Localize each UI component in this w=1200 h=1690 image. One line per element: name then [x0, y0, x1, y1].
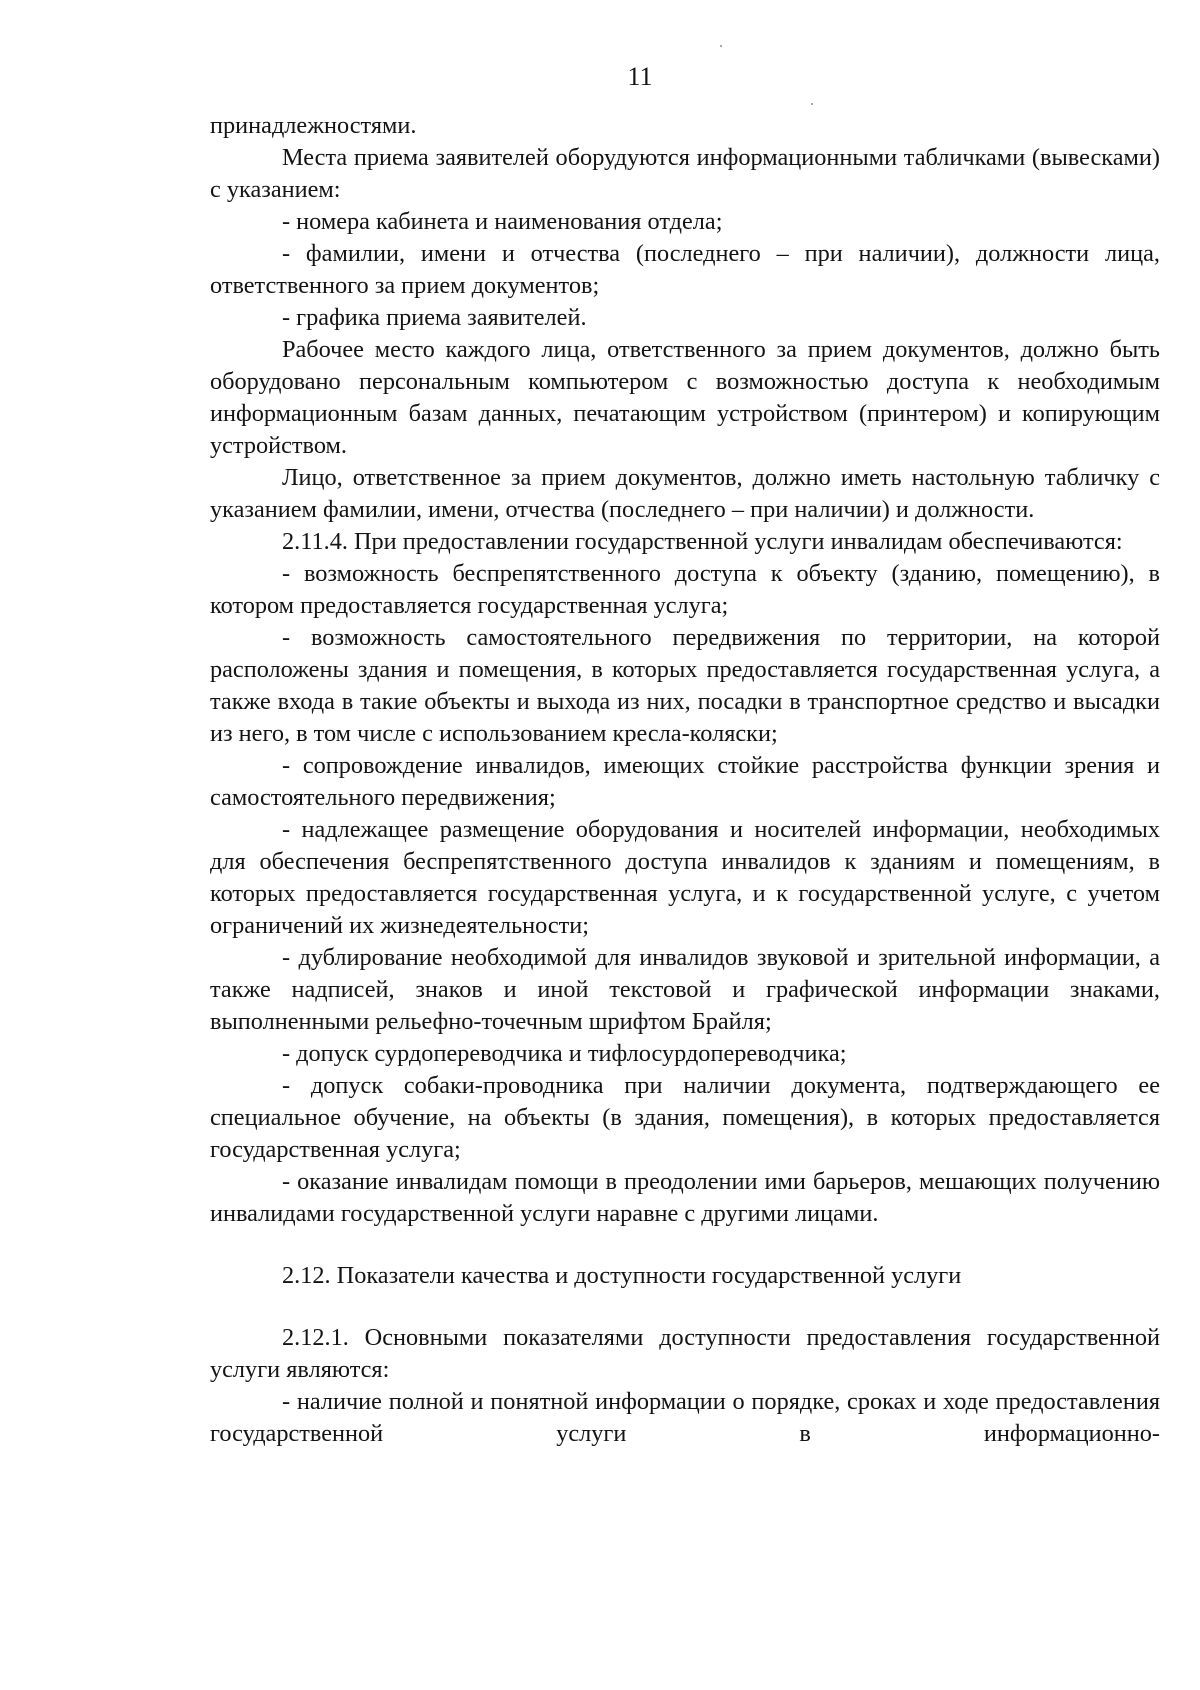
paragraph-continuation: принадлежностями.: [210, 112, 417, 139]
list-item-sign-interpreter: - допуск сурдопереводчика и тифлосурдопереводчика;: [282, 1040, 847, 1067]
list-item-braille-duplication: - дублирование необходимой для инвалидов звуковой и зрительной информации, а также надписей, знаков и иной текстовой и графической информации знаками, выполненными рельефно-точечным шрифтом Брайля;: [210, 944, 1160, 1035]
list-item-equipment-placement: - надлежащее размещение оборудования и носителей информации, необходимых для обеспечения беспрепятственного доступа инвалидов к зданиям и помещениям, в которых предоставляется государственная услуга, и к государственной услуге, с учетом ограничений их жизнедеятельности;: [210, 816, 1160, 939]
scan-artifact-speck: [811, 103, 813, 105]
list-item-unhindered-access: - возможность беспрепятственного доступа к объекту (зданию, помещению), в котором предоставляется государственная услуга;: [210, 560, 1160, 619]
paragraph-2-11-4: 2.11.4. При предоставлении государственной услуги инвалидам обеспечиваются:: [282, 528, 1123, 555]
list-item-responsible-person: - фамилии, имени и отчества (последнего – при наличии), должности лица, ответственного за прием документов;: [210, 240, 1160, 299]
list-item-guide-dog: - допуск собаки-проводника при наличии документа, подтверждающего ее специальное обучение, на объекты (в здания, помещения), в которых предоставляется государственная услуга;: [210, 1072, 1160, 1163]
list-item-barrier-help: - оказание инвалидам помощи в преодолении ими барьеров, мешающих получению инвалидами государственной услуги наравне с другими лицами.: [210, 1168, 1160, 1227]
list-item-reception-schedule: - графика приема заявителей.: [282, 304, 587, 331]
list-item-independent-movement: - возможность самостоятельного передвижения по территории, на которой расположены здания и помещения, в которых предоставляется государственная услуга, а также входа в такие объекты и выхода из них, посадки в транспортное средство и высадки из него, в том числе с использованием кресла-коляски;: [210, 624, 1160, 747]
paragraph-reception-places: Места приема заявителей оборудуются информационными табличками (вывесками) с указанием:: [210, 144, 1160, 203]
section-heading-2-12: 2.12. Показатели качества и доступности государственной услуги: [282, 1262, 962, 1289]
list-item-full-information: - наличие полной и понятной информации о порядке, сроках и ходе предоставления государственной услуги в информационно-: [210, 1388, 1160, 1447]
paragraph-2-12-1: 2.12.1. Основными показателями доступности предоставления государственной услуги являются:: [210, 1324, 1160, 1383]
scan-artifact-speck: [720, 45, 722, 47]
document-body: [210, 110, 1160, 1450]
paragraph-desk-sign: Лицо, ответственное за прием документов, должно иметь настольную табличку с указанием фамилии, имени, отчества (последнего – при наличии) и должности.: [210, 464, 1160, 523]
page-number: 11: [627, 62, 653, 91]
list-item-office-number: - номера кабинета и наименования отдела;: [282, 208, 723, 235]
list-item-escort: - сопровождение инвалидов, имеющих стойкие расстройства функции зрения и самостоятельного передвижения;: [210, 752, 1160, 811]
paragraph-workplace: Рабочее место каждого лица, ответственного за прием документов, должно быть оборудовано персональным компьютером с возможностью доступа к необходимым информационным базам данных, печатающим устройством (принтером) и копирующим устройством.: [210, 336, 1160, 459]
